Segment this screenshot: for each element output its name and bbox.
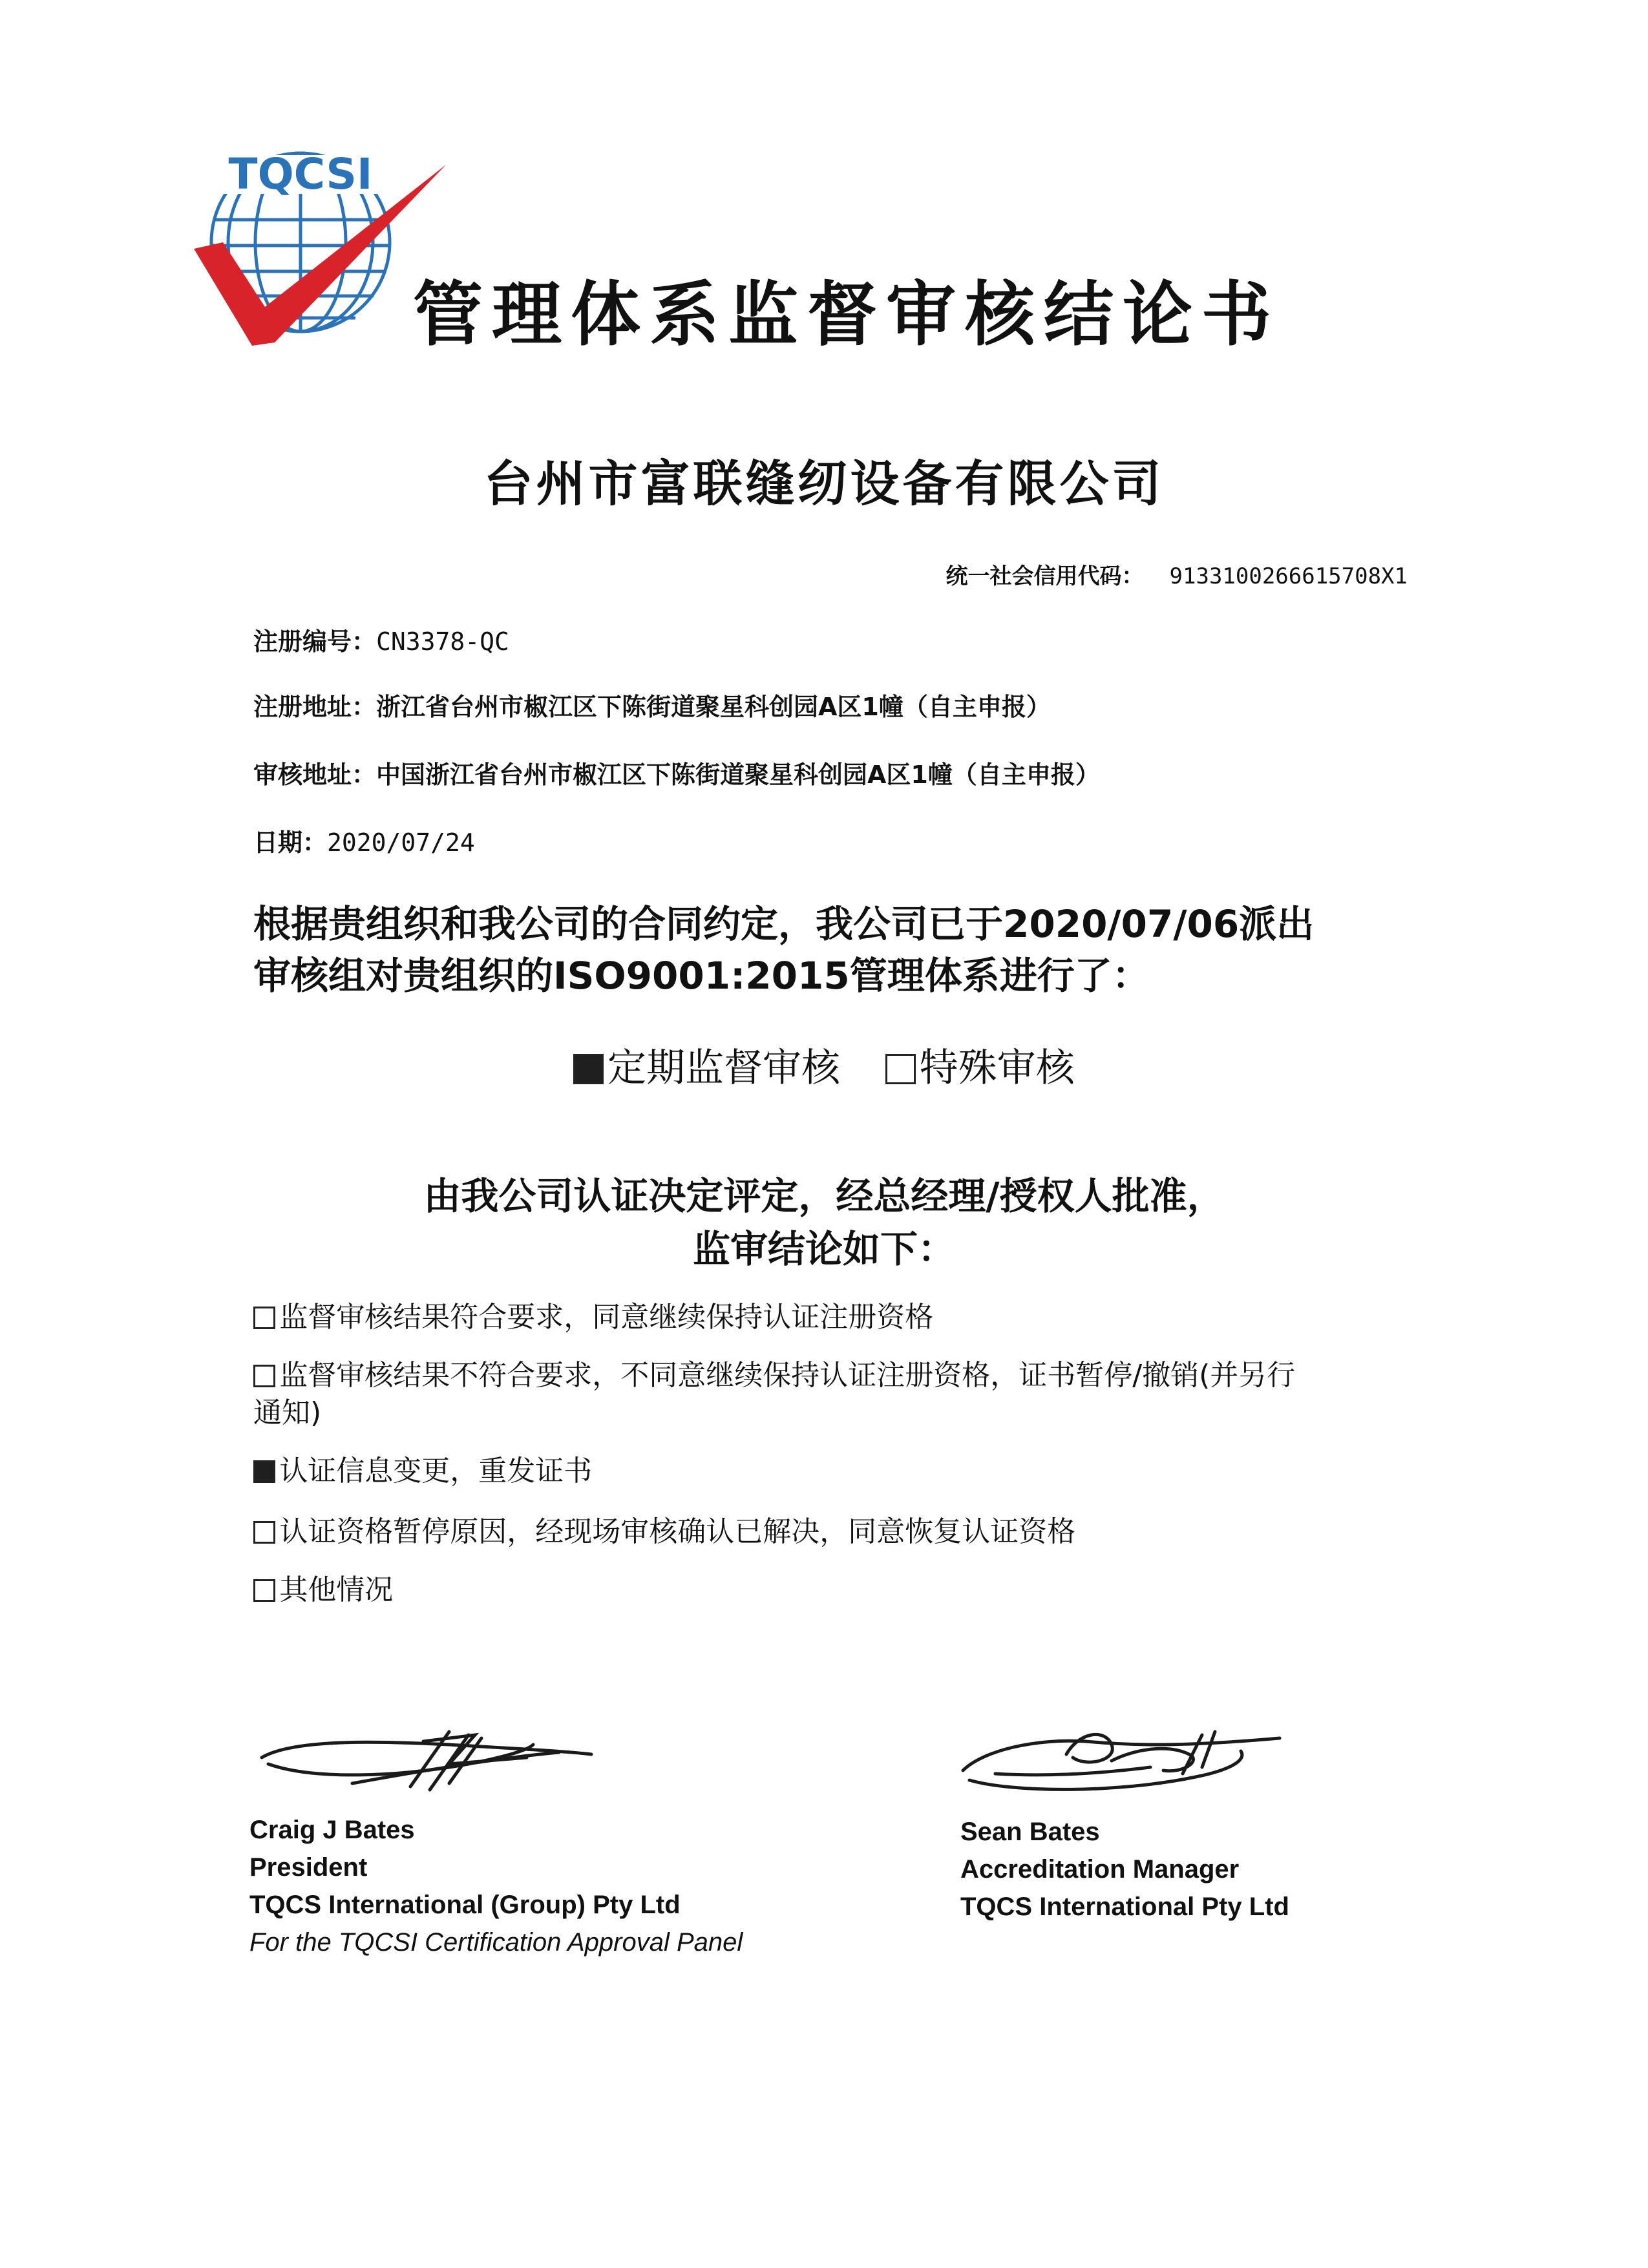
registered-address-label: 注册地址： bbox=[253, 693, 377, 721]
logo-text: TQCSI bbox=[228, 149, 373, 199]
audit-type-label: 定期监督审核 bbox=[607, 1045, 840, 1091]
credit-code-label: 统一社会信用代码： bbox=[945, 563, 1144, 589]
signatory-name: Sean Bates bbox=[960, 1818, 1100, 1846]
conclusion-list bbox=[253, 1299, 1417, 1630]
checkbox-empty-icon bbox=[253, 1579, 275, 1601]
intro-line: 根据贵组织和我公司的合同约定，我公司已于2020/07/06派出 bbox=[253, 902, 1315, 946]
conclusion-text: 其他情况 bbox=[279, 1573, 394, 1606]
decision-heading bbox=[0, 1170, 1648, 1276]
audit-type-label: 特殊审核 bbox=[919, 1045, 1075, 1091]
document-title: 管理体系监督审核结论书 bbox=[412, 275, 1280, 355]
decision-line: 由我公司认证决定评定，经总经理/授权人批准， bbox=[423, 1174, 1225, 1218]
signatory-right bbox=[960, 1813, 1289, 1926]
conclusion-text: 监督审核结果不符合要求，不同意继续保持认证注册资格，证书暂停/撤销(并另行 bbox=[279, 1359, 1296, 1392]
conclusion-text-continued: 通知) bbox=[253, 1396, 322, 1429]
issue-date-label: 日期： bbox=[253, 828, 328, 857]
conclusion-item bbox=[253, 1513, 1417, 1551]
conclusion-item bbox=[253, 1299, 1417, 1336]
audit-type-periodic bbox=[573, 1037, 840, 1093]
credit-code-value: 9133100266615708X1 bbox=[1169, 563, 1408, 589]
registered-address bbox=[253, 687, 1051, 722]
signatory-left bbox=[249, 1811, 743, 1961]
checkbox-checked-icon bbox=[573, 1054, 604, 1084]
conclusion-item bbox=[253, 1453, 1417, 1490]
checkbox-empty-icon bbox=[253, 1521, 275, 1543]
signatory-position: Accreditation Manager bbox=[960, 1855, 1240, 1884]
conclusion-item bbox=[253, 1357, 1417, 1432]
checkbox-empty-icon bbox=[253, 1365, 275, 1387]
audit-address-value: 中国浙江省台州市椒江区下陈街道聚星科创园A区1幢（自主申报） bbox=[376, 761, 1100, 789]
conclusion-text: 认证信息变更，重发证书 bbox=[279, 1454, 593, 1487]
intro-paragraph bbox=[253, 898, 1404, 1002]
company-name: 台州市富联缝纫设备有限公司 bbox=[483, 455, 1165, 512]
signatory-organization: TQCS International Pty Ltd bbox=[960, 1893, 1289, 1921]
checkbox-empty-icon bbox=[253, 1307, 275, 1328]
checkbox-checked-icon bbox=[253, 1460, 275, 1482]
conclusion-item bbox=[253, 1571, 1417, 1609]
registered-address-value: 浙江省台州市椒江区下陈街道聚星科创园A区1幢（自主申报） bbox=[376, 693, 1051, 721]
signatory-name: Craig J Bates bbox=[249, 1816, 415, 1844]
checkbox-empty-icon bbox=[885, 1054, 916, 1084]
issue-date bbox=[253, 823, 475, 858]
signatory-organization: TQCS International (Group) Pty Ltd bbox=[249, 1891, 681, 1919]
audit-address-label: 审核地址： bbox=[253, 761, 377, 789]
intro-line: 审核组对贵组织的ISO9001:2015管理体系进行了： bbox=[253, 954, 1150, 998]
issue-date-value: 2020/07/24 bbox=[327, 828, 475, 857]
registration-number-value: CN3378-QC bbox=[376, 627, 509, 656]
credit-code bbox=[946, 558, 1408, 590]
decision-line: 监审结论如下： bbox=[692, 1227, 955, 1271]
signature-right bbox=[956, 1716, 1293, 1800]
signatory-position: President bbox=[249, 1853, 368, 1882]
conclusion-text: 监督审核结果符合要求，同意继续保持认证注册资格 bbox=[279, 1301, 934, 1334]
signatory-note: For the TQCSI Certification Approval Panel bbox=[249, 1928, 743, 1957]
registration-number-label: 注册编号： bbox=[253, 627, 377, 656]
audit-type-special bbox=[885, 1037, 1075, 1093]
registration-number bbox=[253, 622, 509, 657]
audit-address bbox=[253, 755, 1100, 790]
conclusion-text: 认证资格暂停原因，经现场审核确认已解决，同意恢复认证资格 bbox=[279, 1515, 1076, 1548]
audit-type-options bbox=[0, 1037, 1648, 1093]
signature-left bbox=[255, 1719, 604, 1796]
